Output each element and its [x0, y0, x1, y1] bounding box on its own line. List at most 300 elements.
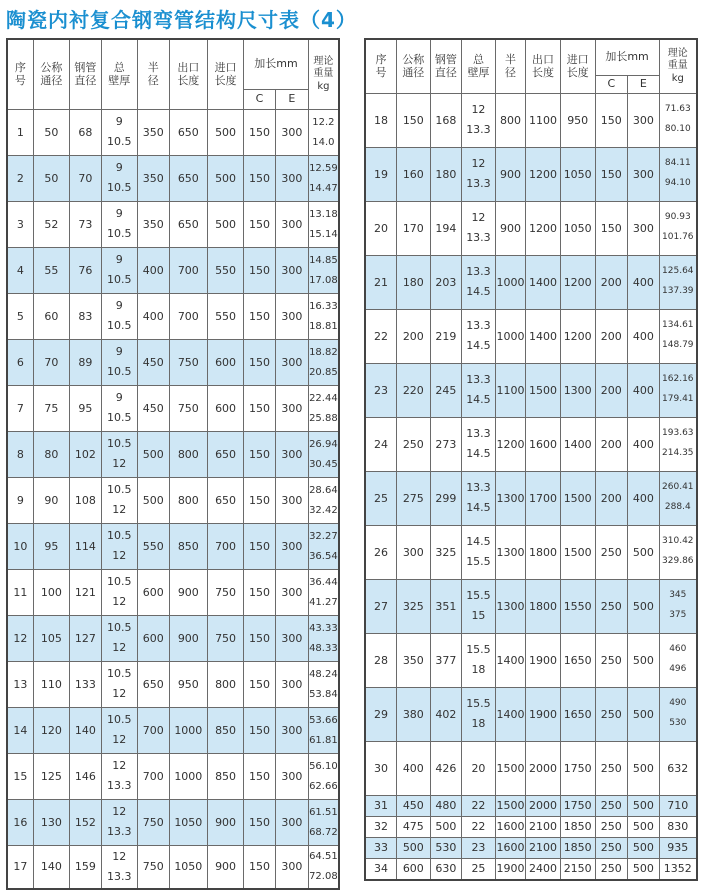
cell-wall-thickness-stack: [462, 316, 495, 356]
cell-radius: 450: [137, 339, 169, 385]
cell-wall-thickness-stack: [462, 694, 495, 734]
header-no-line: 序: [375, 52, 387, 66]
cell-outlet-length: 1400: [526, 309, 561, 363]
cell-weight-line: 94.10: [664, 178, 691, 189]
cell-radius: 900: [495, 147, 525, 201]
cell-radius: 1900: [495, 858, 525, 880]
cell-ext-c: 250: [595, 687, 628, 741]
cell-weight-stack: [660, 316, 696, 356]
cell-wall-thickness-stack: [102, 847, 137, 887]
cell-wall-thickness: [101, 477, 137, 523]
cell-inlet-length: 700: [207, 523, 243, 569]
cell-pipe-diameter: 140: [69, 707, 101, 753]
cell-no: 23: [365, 363, 397, 417]
cell-ext-c: 200: [595, 363, 628, 417]
cell-weight-stack: [309, 480, 338, 520]
cell-pipe-diameter: 127: [69, 615, 101, 661]
cell-wall-thickness-line: 12: [112, 640, 127, 654]
header-wall-thickness: [101, 39, 137, 109]
cell-inlet-length: 1500: [560, 525, 595, 579]
header-row: [365, 39, 697, 75]
cell-pipe-diameter: 133: [69, 661, 101, 707]
cell-weight-stack: [309, 618, 338, 658]
cell-no: 12: [7, 615, 33, 661]
cell-weight-stack: [660, 370, 696, 410]
cell-weight-line: 137.39: [662, 286, 694, 297]
cell-no: 5: [7, 293, 33, 339]
cell-weight-line: 61.51: [309, 806, 338, 818]
cell-inlet-length: 500: [207, 109, 243, 155]
cell-wall-thickness: [101, 569, 137, 615]
cell-weight-line: 20.85: [309, 366, 338, 378]
cell-ext-e: 500: [628, 633, 660, 687]
cell-weight-stack: [309, 526, 338, 566]
cell-wall-thickness-line: 12: [112, 758, 127, 772]
cell-nominal-diameter: 95: [33, 523, 69, 569]
cell-wall-thickness-line: 9: [115, 206, 123, 220]
cell-weight-line: 36.54: [309, 550, 338, 562]
cell-ext-c: 250: [595, 795, 628, 816]
cell-no: 7: [7, 385, 33, 431]
cell-no: 20: [365, 201, 397, 255]
cell-wall-thickness-line: 9: [115, 344, 123, 358]
cell-outlet-length: 900: [169, 569, 207, 615]
header-radius: [495, 39, 525, 93]
cell-nominal-diameter: 475: [397, 816, 431, 837]
cell-outlet-length: 2100: [526, 816, 561, 837]
cell-wall-thickness-stack: [462, 586, 495, 626]
table-row: [365, 471, 697, 525]
cell-ext-c: 150: [244, 753, 276, 799]
cell-inlet-length: 1750: [560, 795, 595, 816]
cell-ext-e: 500: [628, 837, 660, 858]
cell-wall-thickness: [101, 155, 137, 201]
cell-wall-thickness: [462, 363, 496, 417]
cell-outlet-length: 800: [169, 431, 207, 477]
cell-nominal-diameter: 400: [397, 741, 431, 795]
cell-ext-c: 250: [595, 633, 628, 687]
cell-ext-c: 150: [244, 615, 276, 661]
cell-outlet-length: 1200: [526, 201, 561, 255]
cell-wall-thickness-line: 15.5: [466, 554, 491, 568]
header-no: [365, 39, 397, 93]
cell-weight-line: 12.59: [309, 162, 338, 174]
cell-wall-thickness-stack: [102, 204, 137, 244]
header-wall-thickness: [462, 39, 496, 93]
cell-ext-e: 500: [628, 687, 660, 741]
cell-no: 28: [365, 633, 397, 687]
header-weight-line: 重量: [313, 68, 334, 79]
cell-no: 30: [365, 741, 397, 795]
cell-weight-line: 48.33: [309, 642, 338, 654]
cell-weight-line: 125.64: [662, 266, 694, 277]
cell-weight-stack: [660, 586, 696, 626]
cell-no: 9: [7, 477, 33, 523]
cell-radius: 1100: [495, 363, 525, 417]
cell-weight-line: 48.24: [309, 668, 338, 680]
cell-inlet-length: 800: [207, 661, 243, 707]
cell-weight-stack: [309, 388, 338, 428]
table-row: [7, 615, 339, 661]
cell-weight-line: 53.84: [309, 688, 338, 700]
cell-weight: [308, 845, 339, 889]
cell-weight: [308, 615, 339, 661]
cell-wall-thickness: [462, 147, 496, 201]
table-row: [7, 293, 339, 339]
cell-pipe-diameter: 219: [430, 309, 462, 363]
table-row: [365, 858, 697, 880]
cell-wall-thickness-line: 12: [112, 594, 127, 608]
cell-weight: [308, 523, 339, 569]
cell-ext-c: 150: [244, 707, 276, 753]
table-row: [365, 633, 697, 687]
table-row: [365, 417, 697, 471]
cell-wall-thickness-line: 12: [112, 804, 127, 818]
cell-pipe-diameter: 95: [69, 385, 101, 431]
cell-inlet-length: 1050: [560, 201, 595, 255]
table-row: [365, 363, 697, 417]
cell-radius: 750: [137, 845, 169, 889]
cell-pipe-diameter: 530: [430, 837, 462, 858]
cell-weight-stack: [660, 154, 696, 194]
cell-weight: [659, 255, 697, 309]
cell-outlet-length: 650: [169, 109, 207, 155]
cell-outlet-length: 2100: [526, 837, 561, 858]
cell-radius: 1600: [495, 816, 525, 837]
table-row: [7, 247, 339, 293]
table-row: [7, 799, 339, 845]
table-row: [7, 155, 339, 201]
cell-outlet-length: 1800: [526, 579, 561, 633]
cell-radius: 400: [137, 247, 169, 293]
table-row: [7, 109, 339, 155]
cell-weight-stack: [660, 208, 696, 248]
cell-nominal-diameter: 180: [397, 255, 431, 309]
cell-weight-line: 193.63: [662, 428, 694, 439]
table-row: [365, 525, 697, 579]
cell-nominal-diameter: 110: [33, 661, 69, 707]
page-title: 陶瓷内衬复合钢弯管结构尺寸表（4）: [6, 8, 357, 32]
cell-ext-e: 300: [275, 845, 308, 889]
cell-ext-c: 250: [595, 816, 628, 837]
cell-wall-thickness-stack: [102, 342, 137, 382]
cell-ext-e: 400: [628, 363, 660, 417]
cell-wall-thickness-line: 12: [112, 548, 127, 562]
cell-no: 3: [7, 201, 33, 247]
spec-table-left: [6, 38, 340, 890]
cell-radius: 1600: [495, 837, 525, 858]
cell-ext-c: 150: [244, 155, 276, 201]
cell-pipe-diameter: 70: [69, 155, 101, 201]
cell-wall-thickness: [462, 687, 496, 741]
cell-wall-thickness-line: 14.5: [466, 392, 491, 406]
cell-inlet-length: 1550: [560, 579, 595, 633]
cell-ext-e: 400: [628, 471, 660, 525]
cell-ext-e: 500: [628, 741, 660, 795]
table-row: [365, 93, 697, 147]
cell-radius: 1000: [495, 309, 525, 363]
cell-radius: 650: [137, 661, 169, 707]
cell-ext-c: 150: [244, 339, 276, 385]
cell-pipe-diameter: 89: [69, 339, 101, 385]
cell-wall-thickness-line: 10.5: [107, 272, 132, 286]
cell-no: 31: [365, 795, 397, 816]
cell-wall-thickness: 22: [462, 816, 496, 837]
cell-ext-e: 500: [628, 858, 660, 880]
cell-ext-e: 500: [628, 525, 660, 579]
cell-wall-thickness-line: 9: [115, 298, 123, 312]
cell-weight: [308, 753, 339, 799]
header-weight-line: kg: [317, 80, 330, 92]
cell-ext-e: 300: [275, 201, 308, 247]
cell-wall-thickness-line: 13.3: [466, 230, 491, 244]
cell-no: 33: [365, 837, 397, 858]
cell-no: 16: [7, 799, 33, 845]
cell-weight: [308, 569, 339, 615]
cell-weight: [308, 477, 339, 523]
table-row: [7, 385, 339, 431]
cell-nominal-diameter: 250: [397, 417, 431, 471]
cell-wall-thickness-stack: [462, 154, 495, 194]
cell-inlet-length: 600: [207, 385, 243, 431]
cell-wall-thickness: [101, 247, 137, 293]
table-row: [7, 845, 339, 889]
cell-ext-e: 300: [275, 339, 308, 385]
cell-pipe-diameter: 194: [430, 201, 462, 255]
cell-pipe-diameter: 245: [430, 363, 462, 417]
cell-wall-thickness-line: 10.5: [107, 364, 132, 378]
header-radius-line: 径: [147, 74, 159, 88]
table-row: [365, 255, 697, 309]
cell-wall-thickness-line: 18: [471, 716, 486, 730]
header-radius: [137, 39, 169, 109]
cell-wall-thickness-line: 10.5: [107, 180, 132, 194]
cell-radius: 1400: [495, 687, 525, 741]
cell-weight-line: 64.51: [309, 851, 338, 863]
cell-pipe-diameter: 351: [430, 579, 462, 633]
cell-radius: 350: [137, 109, 169, 155]
cell-ext-c: 150: [244, 431, 276, 477]
table-row: [365, 741, 697, 795]
cell-ext-c: 150: [244, 293, 276, 339]
cell-outlet-length: 1000: [169, 707, 207, 753]
cell-weight-line: 179.41: [662, 394, 694, 405]
cell-no: 27: [365, 579, 397, 633]
header-no-line: 序: [14, 60, 26, 74]
cell-weight-stack: [660, 694, 696, 734]
cell-weight-line: 25.88: [309, 412, 338, 424]
cell-no: 15: [7, 753, 33, 799]
cell-radius: 1500: [495, 741, 525, 795]
cell-wall-thickness-line: 10.5: [107, 410, 132, 424]
cell-outlet-length: 1900: [526, 633, 561, 687]
header-no: [7, 39, 33, 109]
cell-outlet-length: 1050: [169, 845, 207, 889]
cell-outlet-length: 1400: [526, 255, 561, 309]
cell-weight-line: 310.42: [662, 536, 694, 547]
cell-wall-thickness: [101, 109, 137, 155]
table-row: [365, 687, 697, 741]
cell-wall-thickness-stack: [102, 296, 137, 336]
table-row: [7, 431, 339, 477]
cell-ext-c: 150: [595, 147, 628, 201]
cell-inlet-length: 550: [207, 293, 243, 339]
cell-nominal-diameter: 350: [397, 633, 431, 687]
cell-inlet-length: 1850: [560, 816, 595, 837]
cell-ext-e: 300: [275, 385, 308, 431]
cell-weight: [308, 385, 339, 431]
cell-wall-thickness-line: 14.5: [466, 446, 491, 460]
cell-weight-line: 72.08: [309, 871, 338, 883]
cell-nominal-diameter: 100: [33, 569, 69, 615]
spec-table-right: [364, 38, 698, 881]
table-row: [7, 707, 339, 753]
header-inlet-length-line: 长度: [214, 74, 237, 88]
header-outlet-length-line: 长度: [177, 74, 200, 88]
cell-weight-line: 53.66: [309, 714, 338, 726]
cell-pipe-diameter: 500: [430, 816, 462, 837]
cell-wall-thickness-line: 13.3: [466, 176, 491, 190]
cell-radius: 400: [137, 293, 169, 339]
header-inlet-length: [560, 39, 595, 93]
cell-nominal-diameter: 105: [33, 615, 69, 661]
cell-radius: 350: [137, 201, 169, 247]
cell-nominal-diameter: 140: [33, 845, 69, 889]
cell-weight: [308, 247, 339, 293]
cell-weight-line: 162.16: [662, 374, 694, 385]
cell-ext-e: 300: [275, 753, 308, 799]
cell-weight-line: 148.79: [662, 340, 694, 351]
cell-radius: 450: [137, 385, 169, 431]
cell-inlet-length: 750: [207, 615, 243, 661]
cell-ext-c: 150: [244, 247, 276, 293]
cell-ext-e: 300: [275, 615, 308, 661]
header-weight: [659, 39, 697, 93]
cell-wall-thickness-line: 15.5: [466, 696, 491, 710]
header-pipe-diameter: [430, 39, 462, 93]
cell-inlet-length: 650: [207, 477, 243, 523]
cell-wall-thickness-stack: [102, 756, 137, 796]
cell-wall-thickness-line: 9: [115, 252, 123, 266]
cell-ext-c: 150: [244, 845, 276, 889]
cell-outlet-length: 650: [169, 201, 207, 247]
header-pipe-diameter-line: 钢管: [74, 60, 97, 74]
cell-pipe-diameter: 159: [69, 845, 101, 889]
cell-pipe-diameter: 402: [430, 687, 462, 741]
cell-weight-line: 345: [669, 590, 687, 601]
cell-weight-stack: [309, 802, 338, 842]
cell-wall-thickness-stack: [102, 158, 137, 198]
cell-weight-line: 26.94: [309, 438, 338, 450]
cell-radius: 1200: [495, 417, 525, 471]
cell-no: 25: [365, 471, 397, 525]
cell-no: 24: [365, 417, 397, 471]
cell-outlet-length: 2000: [526, 741, 561, 795]
cell-weight-line: 68.72: [309, 826, 338, 838]
cell-ext-e: 300: [275, 477, 308, 523]
header-no-line: 号: [14, 74, 26, 88]
header-pipe-diameter: [69, 39, 101, 109]
cell-wall-thickness-line: 12: [112, 732, 127, 746]
cell-wall-thickness-line: 12: [112, 686, 127, 700]
header-radius-line: 径: [504, 66, 516, 80]
cell-nominal-diameter: 75: [33, 385, 69, 431]
cell-pipe-diameter: 168: [430, 93, 462, 147]
header-ext-e: E: [275, 89, 308, 109]
cell-weight-stack: [309, 342, 338, 382]
cell-no: 34: [365, 858, 397, 880]
cell-inlet-length: 900: [207, 799, 243, 845]
cell-ext-c: 150: [244, 799, 276, 845]
cell-weight-stack: [309, 112, 338, 152]
table-row: [7, 523, 339, 569]
cell-ext-c: 150: [244, 385, 276, 431]
cell-weight-line: 14.0: [312, 136, 335, 148]
cell-wall-thickness-line: 12: [112, 502, 127, 516]
cell-weight-stack: [660, 100, 696, 140]
cell-weight: [659, 201, 697, 255]
cell-outlet-length: 1100: [526, 93, 561, 147]
cell-wall-thickness-stack: [462, 640, 495, 680]
cell-outlet-length: 950: [169, 661, 207, 707]
cell-weight: [659, 93, 697, 147]
cell-wall-thickness-line: 18: [471, 662, 486, 676]
cell-ext-c: 200: [595, 255, 628, 309]
cell-weight-line: 32.42: [309, 504, 338, 516]
cell-wall-thickness: 25: [462, 858, 496, 880]
header-weight-line: kg: [671, 72, 684, 84]
header-outlet-length-line: 出口: [532, 52, 555, 66]
cell-outlet-length: 700: [169, 293, 207, 339]
cell-wall-thickness-line: 13.3: [466, 264, 491, 278]
cell-wall-thickness: [462, 417, 496, 471]
cell-wall-thickness-line: 10.5: [107, 436, 132, 450]
cell-wall-thickness: [462, 471, 496, 525]
cell-nominal-diameter: 55: [33, 247, 69, 293]
cell-no: 13: [7, 661, 33, 707]
cell-ext-e: 300: [275, 707, 308, 753]
cell-weight: [308, 293, 339, 339]
cell-ext-e: 300: [275, 247, 308, 293]
cell-inlet-length: 1400: [560, 417, 595, 471]
cell-radius: 900: [495, 201, 525, 255]
cell-weight-stack: [309, 756, 338, 796]
cell-nominal-diameter: 450: [397, 795, 431, 816]
header-pipe-diameter-line: 钢管: [434, 52, 457, 66]
cell-nominal-diameter: 200: [397, 309, 431, 363]
cell-weight: [659, 417, 697, 471]
header-weight: [308, 39, 339, 109]
header-weight-line: 理论: [313, 55, 334, 67]
cell-weight-stack: [309, 250, 338, 290]
header-wall-thickness-line: 总: [113, 60, 125, 74]
cell-ext-c: 250: [595, 858, 628, 880]
cell-outlet-length: 700: [169, 247, 207, 293]
cell-nominal-diameter: 52: [33, 201, 69, 247]
cell-weight-line: 15.14: [309, 228, 338, 240]
cell-outlet-length: 1700: [526, 471, 561, 525]
cell-inlet-length: 1850: [560, 837, 595, 858]
table-row: [365, 147, 697, 201]
cell-weight-line: 36.44: [309, 576, 338, 588]
cell-radius: 500: [137, 431, 169, 477]
cell-ext-c: 150: [244, 523, 276, 569]
header-extension: 加长mm: [244, 39, 309, 89]
cell-no: 14: [7, 707, 33, 753]
cell-wall-thickness-stack: [462, 100, 495, 140]
header-nominal-diameter: [397, 39, 431, 93]
cell-outlet-length: 1200: [526, 147, 561, 201]
